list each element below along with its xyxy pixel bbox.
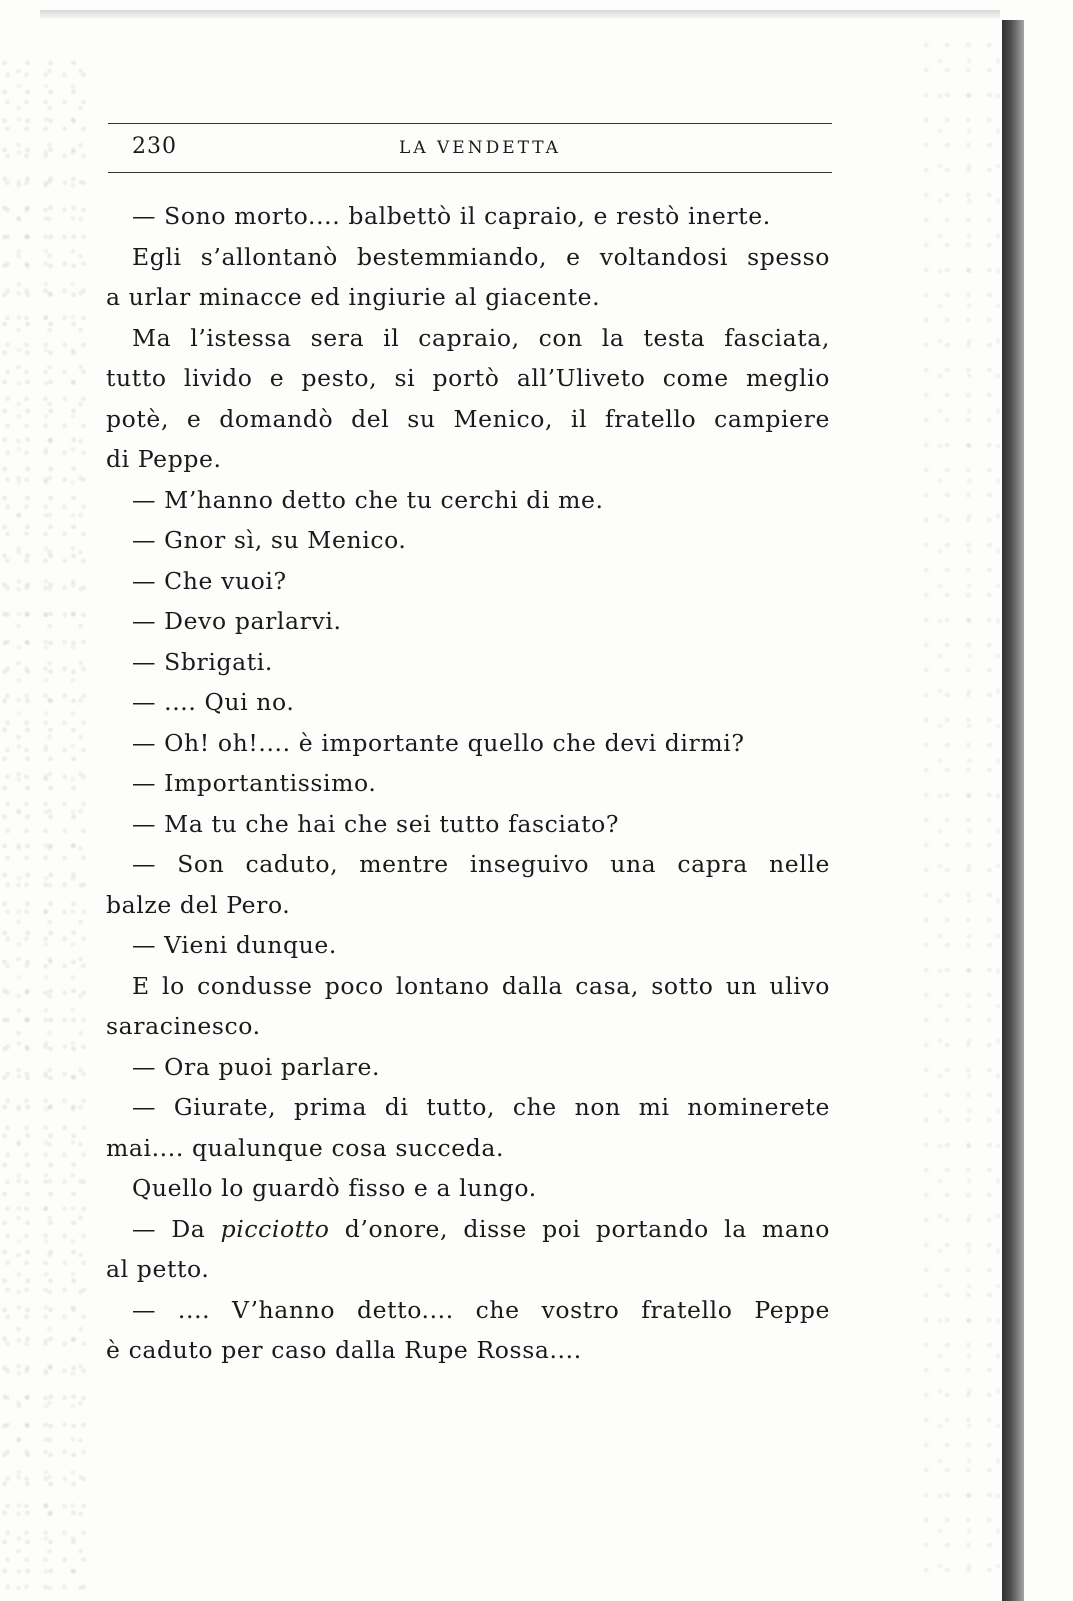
text-segment: — Da <box>132 1214 221 1243</box>
header-rule-top <box>108 123 832 124</box>
text-line: mai.... qualunque cosa succeda. <box>106 1133 505 1162</box>
text-line: balze del Pero. <box>106 890 291 919</box>
text-line: — Son caduto, mentre inseguivo una capra nelle <box>132 850 830 878</box>
paper-speckle-right <box>920 40 1000 1580</box>
paper-speckle-left <box>0 60 90 1590</box>
text-line: — Sono morto.... balbettò il capraio, e restò inerte. <box>132 202 771 230</box>
text-line: — Devo parlarvi. <box>132 607 342 635</box>
header-rule-bottom <box>108 172 832 173</box>
text-line: — Che vuoi? <box>132 566 287 595</box>
text-line: — Ora puoi parlare. <box>132 1052 381 1081</box>
page-number: 230 <box>132 134 177 159</box>
text-line: — Vieni dunque. <box>132 931 337 959</box>
text-line: — Giurate, prima di tutto, che non mi nominerete <box>132 1093 830 1121</box>
text-line: — M’hanno detto che tu cerchi di me. <box>132 485 604 514</box>
text-line: Ma l’istessa sera il capraio, con la testa fasciata, <box>132 323 830 352</box>
page-header <box>108 118 832 180</box>
text-line: potè, e domandò del su Menico, il fratello campiere <box>106 404 830 433</box>
text-line: — Ma tu che hai che sei tutto fasciato? <box>132 809 620 838</box>
text-line-with-italic <box>106 1209 830 1250</box>
text-line: tutto livido e pesto, si portò all’Uliveto come meglio <box>106 364 830 392</box>
text-line: saracinesco. <box>106 1012 261 1040</box>
text-segment: d’onore, disse poi portando la mano <box>329 1214 830 1243</box>
text-line: — Sbrigati. <box>132 647 273 676</box>
text-line: E lo condusse poco lontano dalla casa, sotto un ulivo <box>132 971 830 1000</box>
text-line: — .... Qui no. <box>132 688 295 716</box>
text-line: — Oh! oh!.... è importante quello che devi dirmi? <box>132 728 745 757</box>
running-title: LA VENDETTA <box>399 138 561 158</box>
text-line: — .... V’hanno detto.... che vostro fratello Peppe <box>132 1295 830 1324</box>
text-line: Quello lo guardò fisso e a lungo. <box>132 1174 537 1202</box>
body-text <box>106 196 830 1371</box>
text-line: di Peppe. <box>106 445 222 473</box>
text-line: è caduto per caso dalla Rupe Rossa.... <box>106 1336 582 1364</box>
text-line: Egli s’allontanò bestemmiando, e voltandosi spesso <box>132 242 830 271</box>
text-line: — Importantissimo. <box>132 769 377 797</box>
page-top-edge <box>40 10 1000 18</box>
book-binding-shadow <box>1002 20 1024 1601</box>
italic-word: picciotto <box>220 1214 330 1243</box>
text-line: — Gnor sì, su Menico. <box>132 526 407 554</box>
text-line: a urlar minacce ed ingiurie al giacente. <box>106 283 601 311</box>
text-line: al petto. <box>106 1255 210 1283</box>
